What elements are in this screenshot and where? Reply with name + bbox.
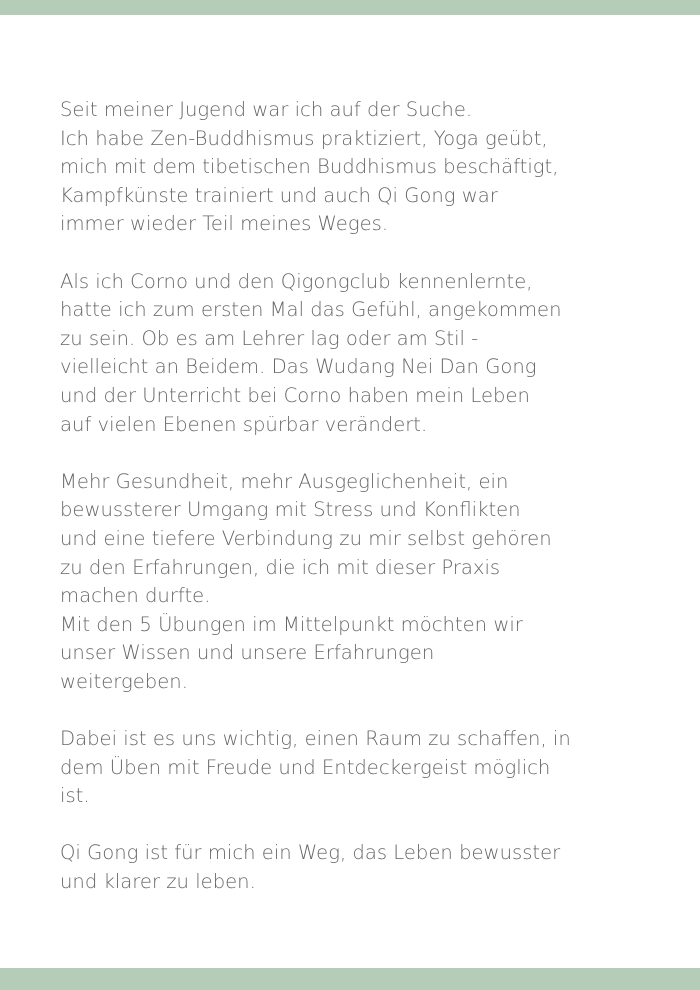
text-line: und klarer zu leben. [60,870,256,894]
document-body [60,96,660,925]
text-line: vielleicht an Beidem. Das Wudang Nei Dan Gong [60,355,537,379]
text-line: bewussterer Umgang mit Stress und Konflikten [60,498,521,522]
bottom-decorative-band [0,968,700,990]
text-line: immer wieder Teil meines Weges. [60,212,389,236]
text-line: und eine tiefere Verbindung zu mir selbst gehören [60,526,552,550]
paragraph-arrival [60,268,660,440]
text-line: machen durfte. [60,584,211,608]
text-line: unser Wissen und unsere Erfahrungen [60,641,435,665]
text-line: auf vielen Ebenen spürbar verändert. [60,412,428,436]
text-line: Mehr Gesundheit, mehr Ausgeglichenheit, ein [60,469,509,493]
text-line: zu sein. Ob es am Lehrer lag oder am Stil - [60,326,479,350]
text-line: dem Üben mit Freude und Entdeckergeist möglich [60,755,551,779]
text-line: zu den Erfahrungen, die ich mit dieser Praxis [60,555,501,579]
text-line: Dabei ist es uns wichtig, einen Raum zu schaffen, in [60,727,571,751]
text-line: Als ich Corno und den Qigongclub kennenlernte, [60,269,533,293]
text-line: ist. [60,784,90,808]
text-line: mich mit dem tibetischen Buddhismus beschäftigt, [60,155,559,179]
text-line: weitergeben. [60,669,188,693]
text-line: Ich habe Zen-Buddhismus praktiziert, Yoga geübt, [60,126,548,150]
text-line: Seit meiner Jugend war ich auf der Suche. [60,98,473,121]
text-line: Qi Gong ist für mich ein Weg, das Leben bewusster [60,841,561,865]
paragraph-search [60,96,660,239]
text-line: Mit den 5 Übungen im Mittelpunkt möchten wir [60,612,523,636]
text-line: hatte ich zum ersten Mal das Gefühl, angekommen [60,298,562,322]
paragraph-closing [60,839,660,896]
text-line: Kampfkünste trainiert und auch Qi Gong war [60,183,498,207]
paragraph-space [60,725,660,811]
paragraph-experiences [60,468,660,697]
text-line: und der Unterricht bei Corno haben mein Leben [60,383,530,407]
top-decorative-band [0,0,700,15]
